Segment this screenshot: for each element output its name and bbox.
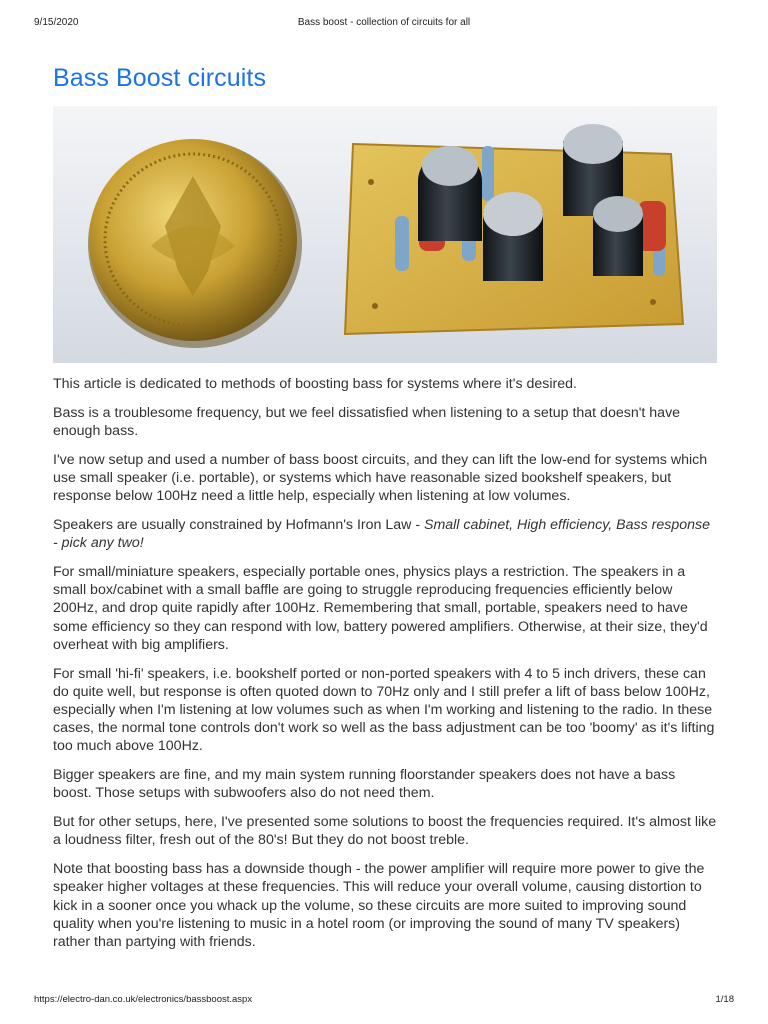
iron-law-text: Speakers are usually constrained by Hofmann's Iron Law - [53,517,424,533]
print-date: 9/15/2020 [34,17,79,28]
page-number: 1/18 [715,994,734,1005]
print-header [0,17,768,31]
paragraph-iron-law [53,516,717,552]
paragraph-setup: I've now setup and used a number of bass boost circuits, and they can lift the low-end for systems which use small speaker (i.e. portable), or systems which have reasonable sized bookshelf speakers, but response below 100Hz need a little help, especially when listening at low volumes. [53,451,708,505]
print-title: Bass boost - collection of circuits for all [297,17,471,28]
paragraph-small-speakers: For small/miniature speakers, especially portable ones, physics plays a restriction. The speakers in a small box/cabinet with a small baffle are going to struggle reproducing frequencies efficiently below 200Hz, and drop quite rapidly after 100Hz. Remembering that small, portable, speakers need to have some efficiency so they can respond with low, battery powered amplifiers. Otherwise, at their size, they'd overheat with big amplifiers. [53,564,708,653]
paragraph-solutions: But for other setups, here, I've presented some solutions to boost the frequencies required. It's almost like a loudness filter, fresh out of the 80's! But they do not boost treble. [53,814,717,849]
paragraph-intro: This article is dedicated to methods of boosting bass for systems where it's desired. [53,376,577,392]
circuit-photo [53,106,717,363]
paragraph-big-speakers: Bigger speakers are fine, and my main system running floorstander speakers does not have a bass boost. Those setups with subwoofers also do not need them. [53,767,676,802]
article-body [53,375,717,962]
page-title: Bass Boost circuits [53,64,267,92]
paragraph-bass: Bass is a troublesome frequency, but we feel dissatisfied when listening to a setup that doesn't have enough bass. [53,404,681,439]
paragraph-downside: Note that boosting bass has a downside though - the power amplifier will require more power to give the speaker higher voltages at these frequencies. This will reduce your overall volume, causing distortion to kick in a sooner once you whack up the volume, so these circuits are more suited to improving sound quality when you're listening to music in a hotel room (or improving the sound of many TV speakers) rather than partying with friends. [53,861,705,951]
iron-law-quote: Small cabinet, High efficiency, Bass response - pick any two! [53,517,710,552]
paragraph-hifi-speakers: For small 'hi-fi' speakers, i.e. bookshelf ported or non-ported speakers with 4 to 5 inch drivers, these can do quite well, but response is often quoted down to 70Hz only and I still prefer a lift of bass below 100Hz, especially when I'm listening at low volumes such as when I'm working and listening to the radio. In these cases, the normal tone controls don't work so well as the bass adjustment can be too 'boomy' as it's lifting too much above 100Hz. [53,665,715,755]
source-url-link[interactable]: https://electro-dan.co.uk/electronics/bassboost.aspx [34,994,253,1005]
